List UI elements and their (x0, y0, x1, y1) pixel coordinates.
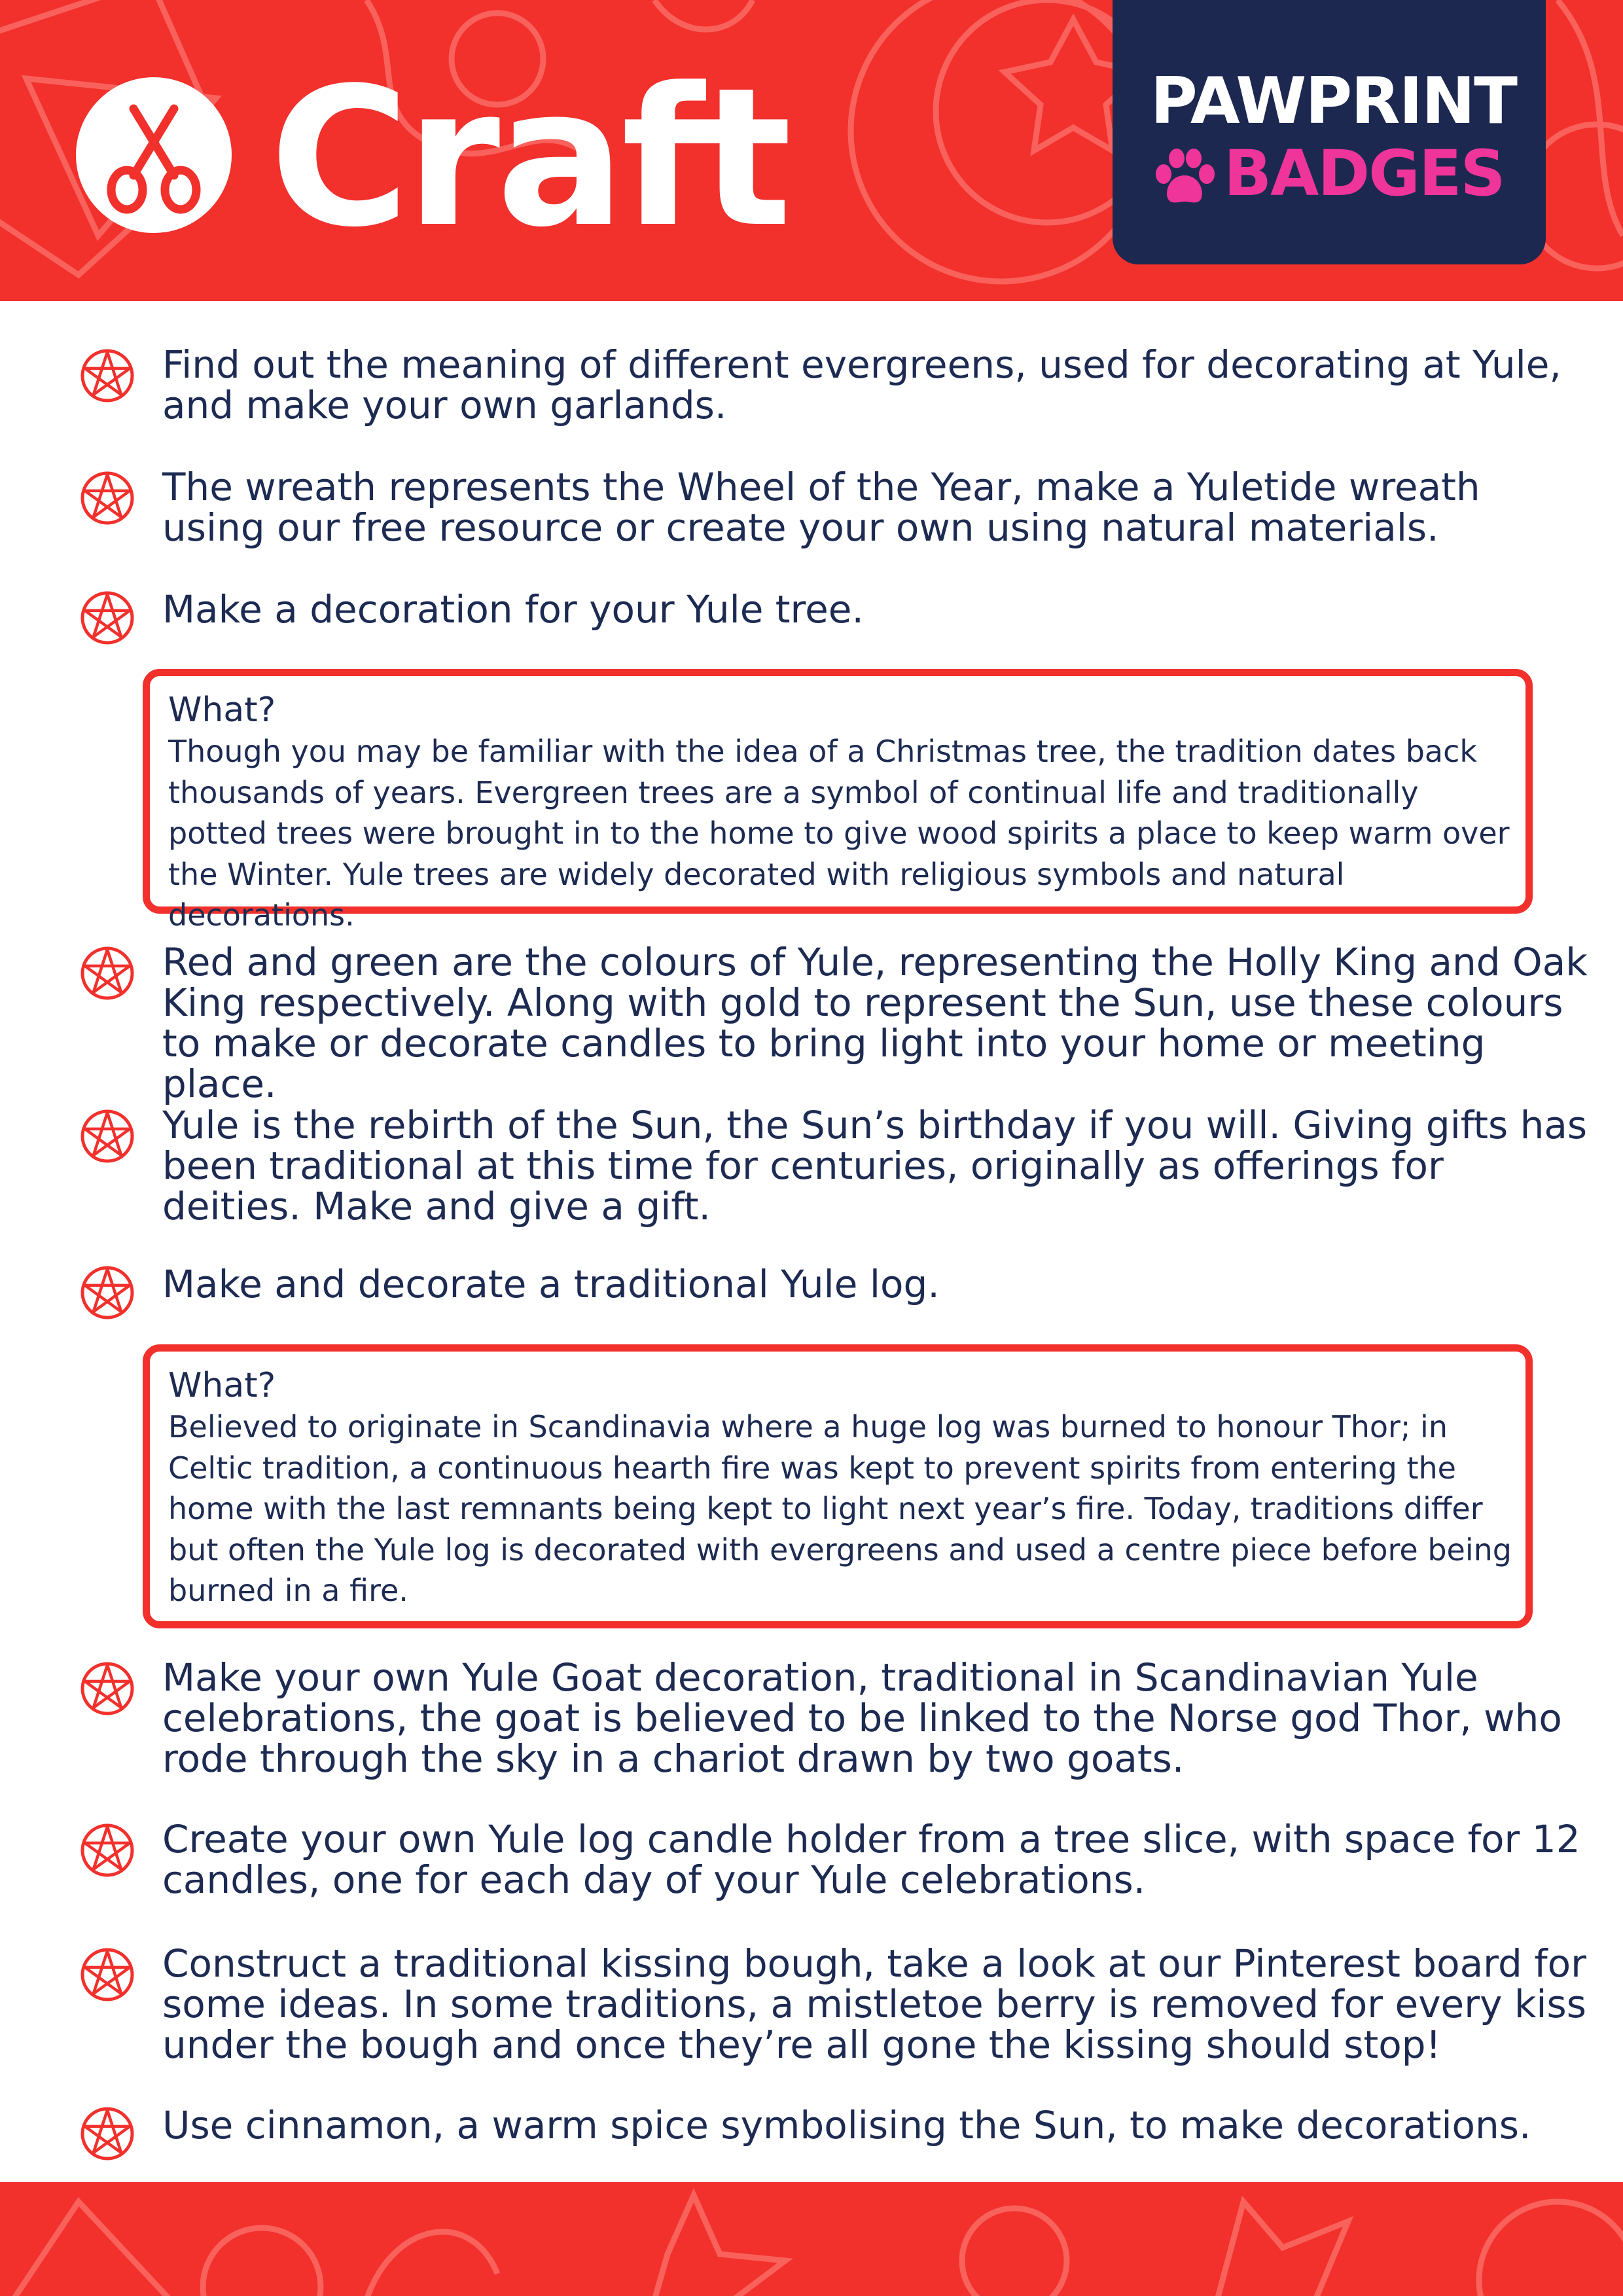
info-box-title: What? (168, 691, 276, 730)
pentacle-icon (79, 469, 136, 527)
logo-line1: PAWPRINT (1150, 64, 1516, 139)
activity-item (79, 2102, 1558, 2155)
pentacle-icon (79, 1821, 136, 1879)
activity-item (79, 467, 1558, 558)
pentacle-icon (79, 1107, 136, 1165)
activity-item (79, 1103, 1588, 1236)
page-title: Craft (270, 46, 788, 269)
logo-line2: BADGES (1224, 137, 1505, 210)
info-box-text: Believed to originate in Scandinavia where a huge log was burned to honour Thor; in Celtic tradition, a continuous hearth fire was kept to prevent spirits from entering the home with the last remnants being kept to light next year’s fire. Today, traditions differ but often the Yule log is decorated with evergreens and used a centre piece before being burned in a fire. (168, 1409, 1512, 1608)
info-box-yule-log (143, 1344, 1533, 1628)
footer-banner (0, 2182, 1623, 2296)
activity-text: The wreath represents the Wheel of the Year, make a Yuletide wreath using our free resource or create your own using natural materials. (162, 465, 1480, 550)
activity-text: Find out the meaning of different evergreens, used for decorating at Yule, and make your own garlands. (162, 342, 1561, 427)
activity-text: Make and decorate a traditional Yule log. (162, 1262, 940, 1306)
pentacle-icon (79, 347, 136, 404)
activity-text: Red and green are the colours of Yule, representing the Holly King and Oak King respectively. Along with gold to represent the Sun, use these colours to make or decorate candles to bring light into your home or meeting place. (162, 940, 1588, 1106)
info-box-text: Though you may be familiar with the idea of a Christmas tree, the tradition dates back thousands of years. Evergreen trees are a symbol of continual life and traditionally potted trees were brought in to the home to give wood spirits a place to keep warm over the Winter. Yule trees are widely decorated with religious symbols and natural decorations. (168, 734, 1510, 933)
activity-item (79, 1261, 1558, 1314)
activity-text: Use cinnamon, a warm spice symbolising the Sun, to make decorations. (162, 2103, 1531, 2147)
activity-text: Yule is the rebirth of the Sun, the Sun’s birthday if you will. Giving gifts has been traditional at this time for centuries, originally as offerings for deities. Make and give a gift. (162, 1103, 1588, 1229)
activity-item (79, 940, 1588, 1106)
pawprint-badges-logo (1113, 0, 1546, 264)
info-box-yule-tree (143, 669, 1533, 933)
activity-item (79, 586, 1558, 639)
activity-text: Create your own Yule log candle holder from a tree slice, with space for 12 candles, one for each day of your Yule celebrations. (162, 1817, 1580, 1902)
info-box-title: What? (168, 1366, 276, 1405)
activity-item (79, 1655, 1562, 1788)
activity-item (79, 342, 1561, 436)
activity-text: Make your own Yule Goat decoration, traditional in Scandinavian Yule celebrations, the goat is believed to be linked to the Norse god Thor, who rode through the sky in a chariot drawn by two goats. (162, 1655, 1562, 1781)
activity-item (79, 1817, 1580, 1910)
footer-decoration (0, 2182, 1623, 2296)
paw-icon (1152, 148, 1217, 207)
activity-text: Make a decoration for your Yule tree. (162, 587, 864, 632)
pentacle-icon (79, 2105, 136, 2162)
pentacle-icon (79, 1264, 136, 1321)
pentacle-icon (79, 1946, 136, 2003)
pentacle-icon (79, 944, 136, 1002)
pentacle-icon (79, 1660, 136, 1717)
pentacle-icon (79, 589, 136, 647)
header-banner (0, 0, 1623, 301)
activity-text: Construct a traditional kissing bough, take a look at our Pinterest board for some ideas. In some traditions, a mistletoe berry is removed for every kiss under the bough and once they’re all gone the kissing should stop! (162, 1941, 1586, 2067)
activity-item (79, 1941, 1586, 2074)
scissors-icon (76, 77, 232, 233)
